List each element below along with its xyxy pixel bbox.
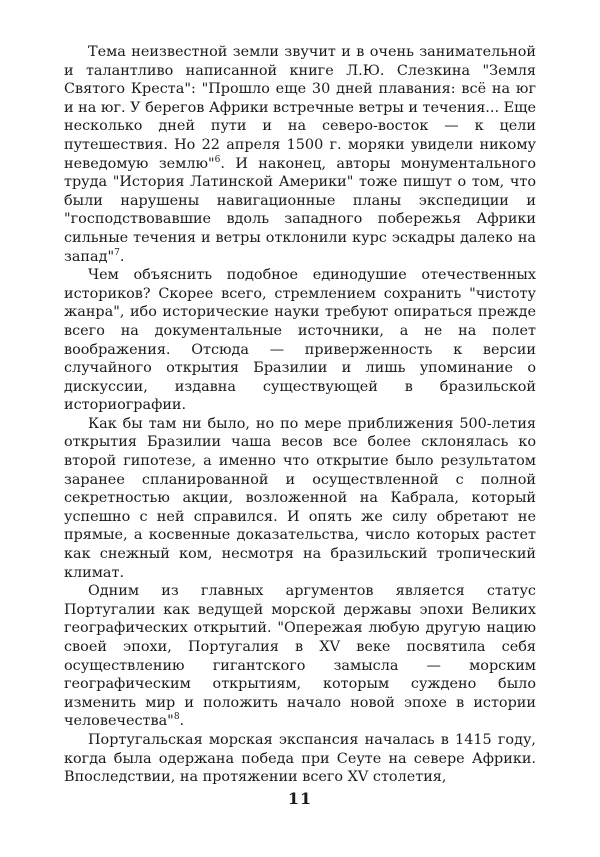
- paragraph-text: Одним из главных аргументов является статус Португалии как ведущей морской державы эпохи Великих географических открытий. "Опережая любую другую нацию своей эпохи, Португалия в XV веке посвятила себя осуществлению гигантского замысла — морским географическим открытиям, которым суждено было изменить мир и положить начало новой эпохе в истории человечества": [64, 583, 536, 730]
- paragraph: [64, 731, 536, 787]
- body-text: [64, 43, 536, 787]
- paragraph-text: .: [119, 248, 125, 265]
- paragraph-text: Португальская морская экспансия началась в 1415 году, когда была одержана победа при Сеуте на севере Африки. Впоследствии, на протяжении всего XV столетия,: [64, 731, 536, 786]
- footnote-marker: 7: [114, 247, 120, 258]
- paragraph: [64, 43, 536, 266]
- paragraph-text: .: [179, 713, 185, 730]
- footnote-marker: 8: [173, 712, 180, 723]
- paragraph: [64, 582, 536, 731]
- paragraph: [64, 415, 536, 582]
- paragraph: [64, 266, 536, 415]
- paragraph-text: . И наконец, авторы монументального труда "История Латинской Америки" тоже пишут о том, что были нарушены навигационные планы экспедиции и "господствовавшие вдоль западного побережья Африки сильные течения и ветры отклонили курс эскадры далеко на запад": [64, 155, 536, 265]
- paragraph-text: Как бы там ни было, но по мере приближения 500-летия открытия Бразилии чаша весов все более склонялась ко второй гипотезе, а именно что открытие было результатом заранее спланированной и осуществленной с полной секретностью акции, возложенной на Кабрала, который успешно с ней справился. И опять же силу обретают не прямые, а косвенные доказательства, число которых растет как снежный ком, несмотря на бразильский тропический климат.: [64, 415, 536, 581]
- paragraph-text: Чем объяснить подобное единодушие отечественных историков? Скорее всего, стремлением сохранить "чистоту жанра", ибо исторические науки требуют опираться прежде всего на документальные источники, а не на полет воображения. Отсюда — приверженность к версии случайного открытия Бразилии и лишь упоминание о дискуссии, издавна существующей в бразильской историографии.: [64, 267, 536, 414]
- page-number: 11: [287, 789, 313, 808]
- paragraph-text: Тема неизвестной земли звучит и в очень занимательной и талантливо написанной книге Л.Ю. Слезкина "Земля Святого Креста": "Прошло еще 30 дней плавания: всё на юг и на юг. У берегов Африки встречные ветры и течения... Еще несколько дней пути и на северо-восток — к цели путешествия. Но 22 апреля 1500 г. моряки увидели никому неведомую землю": [64, 44, 536, 172]
- footnote-marker: 6: [214, 154, 221, 165]
